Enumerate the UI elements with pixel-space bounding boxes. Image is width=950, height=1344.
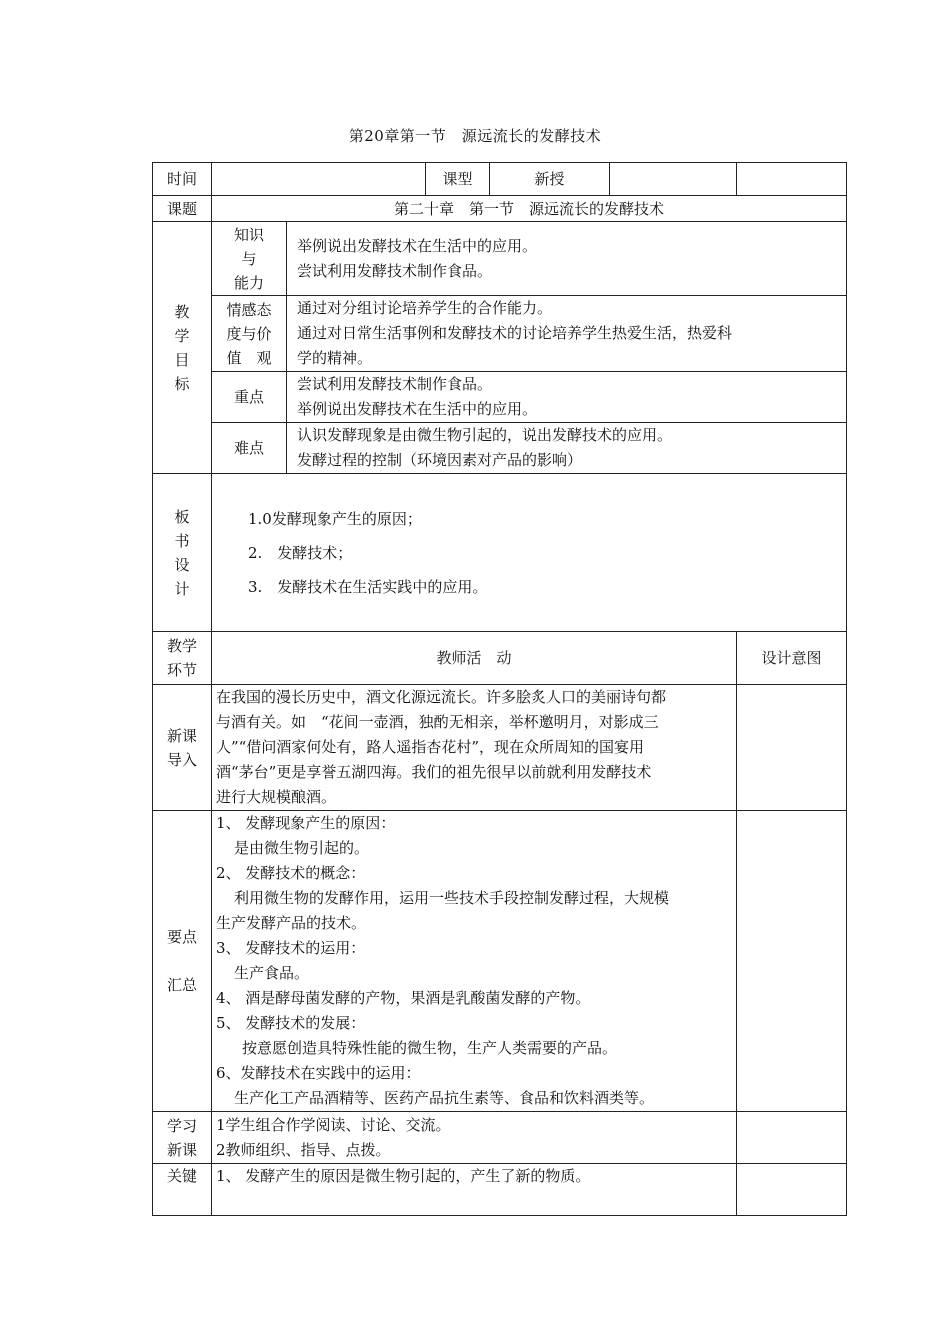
- row-study: [153, 1112, 847, 1164]
- row-goal-attitude: [153, 296, 847, 372]
- intro-label: 新课 导入: [153, 685, 212, 811]
- difficulty-label: 难点: [212, 423, 287, 474]
- intro-content: 在我国的漫长历史中，酒文化源远流长。许多脍炙人口的美丽诗句都 与酒有关。如 “花间一壶酒，独酌无相亲，举杯邀明月，对影成三 人”“借问酒家何处有，路人遥指杏花村”，现在众所周知的国宴用 酒“茅台”更是享誉五湖四海。我们的祖先很早以前就利用发酵技术 进行大规模酿酒。: [212, 685, 737, 811]
- row-board-design: [153, 474, 847, 632]
- type-value: 新授: [490, 163, 610, 196]
- key-content: 尝试利用发酵技术制作食品。 举例说出发酵技术在生活中的应用。: [287, 372, 847, 423]
- topic-label: 课题: [153, 196, 212, 222]
- intro-design-cell: [737, 685, 847, 811]
- summary-design-cell: [737, 811, 847, 1112]
- key-label: 重点: [212, 372, 287, 423]
- row-goal-knowledge: [153, 222, 847, 296]
- board-label: 板 书 设 计: [153, 474, 212, 632]
- board-item: 1.0发酵现象产生的原因；: [248, 509, 422, 528]
- row-activity-header: [153, 632, 847, 685]
- type-label: 课型: [426, 163, 490, 196]
- row-goal-difficulty: [153, 423, 847, 474]
- lesson-plan-table: [152, 162, 847, 1216]
- knowledge-content: 举例说出发酵技术在生活中的应用。 尝试利用发酵技术制作食品。: [287, 222, 847, 296]
- row-topic: [153, 196, 847, 222]
- summary-content: 1、 发酵现象产生的原因： 是由微生物引起的。 2、 发酵技术的概念： 利用微生物的发酵作用，运用一些技术手段控制发酵过程，大规模 生产发酵产品的技术。 3、 发酵技术的运用： 生产食品。 4、 酒是酵母菌发酵的产物，果酒是乳酸菌发酵的产物。 5、 发酵技术的发展： 按意愿创造具特殊性能的微生物，生产人类需要的产品。 6、发酵技术在实践中的运用： 生产化工产品酒精等、医药产品抗生素等、食品和饮料酒类等。: [212, 811, 737, 1112]
- key-point-content: 1、 发酵产生的原因是微生物引起的，产生了新的物质。: [212, 1164, 737, 1216]
- board-item: 2. 发酵技术；: [248, 543, 353, 562]
- study-design-cell: [737, 1112, 847, 1164]
- study-label: 学习 新课: [153, 1112, 212, 1164]
- row-summary: [153, 811, 847, 1112]
- row-intro: [153, 685, 847, 811]
- summary-label: 要点 汇总: [153, 811, 212, 1112]
- stage-label: 教学 环节: [153, 632, 212, 685]
- document-title: 第20章第一节 源远流长的发酵技术: [348, 127, 602, 145]
- knowledge-label: 知识 与 能力: [212, 222, 287, 296]
- row-goal-key: [153, 372, 847, 423]
- time-value: [212, 163, 426, 196]
- difficulty-content: 认识发酵现象是由微生物引起的，说出发酵技术的应用。 发酵过程的控制（环境因素对产品的影响）: [287, 423, 847, 474]
- row-time-type: [153, 163, 847, 196]
- teacher-activity-header: 教师活 动: [212, 632, 737, 685]
- time-label: 时间: [153, 163, 212, 196]
- attitude-label: 情感态 度与价 值 观: [212, 296, 287, 372]
- key-point-label: 关键: [153, 1164, 212, 1216]
- row-key-point: [153, 1164, 847, 1216]
- board-item: 3. 发酵技术在生活实践中的应用。: [248, 577, 488, 596]
- key-point-design-cell: [737, 1164, 847, 1216]
- goals-label: 教 学 目 标: [153, 222, 212, 474]
- attitude-content: 通过对分组讨论培养学生的合作能力。 通过对日常生活事例和发酵技术的讨论培养学生热爱生活，热爱科 学的精神。: [287, 296, 847, 372]
- study-content: 1学生组合作学阅读、讨论、交流。 2教师组织、指导、点拨。: [212, 1112, 737, 1164]
- design-intent-header: 设计意图: [737, 632, 847, 685]
- topic-value: 第二十章 第一节 源远流长的发酵技术: [212, 196, 847, 222]
- board-content: [212, 474, 847, 632]
- extra-cell-1: [610, 163, 737, 196]
- extra-cell-2: [737, 163, 847, 196]
